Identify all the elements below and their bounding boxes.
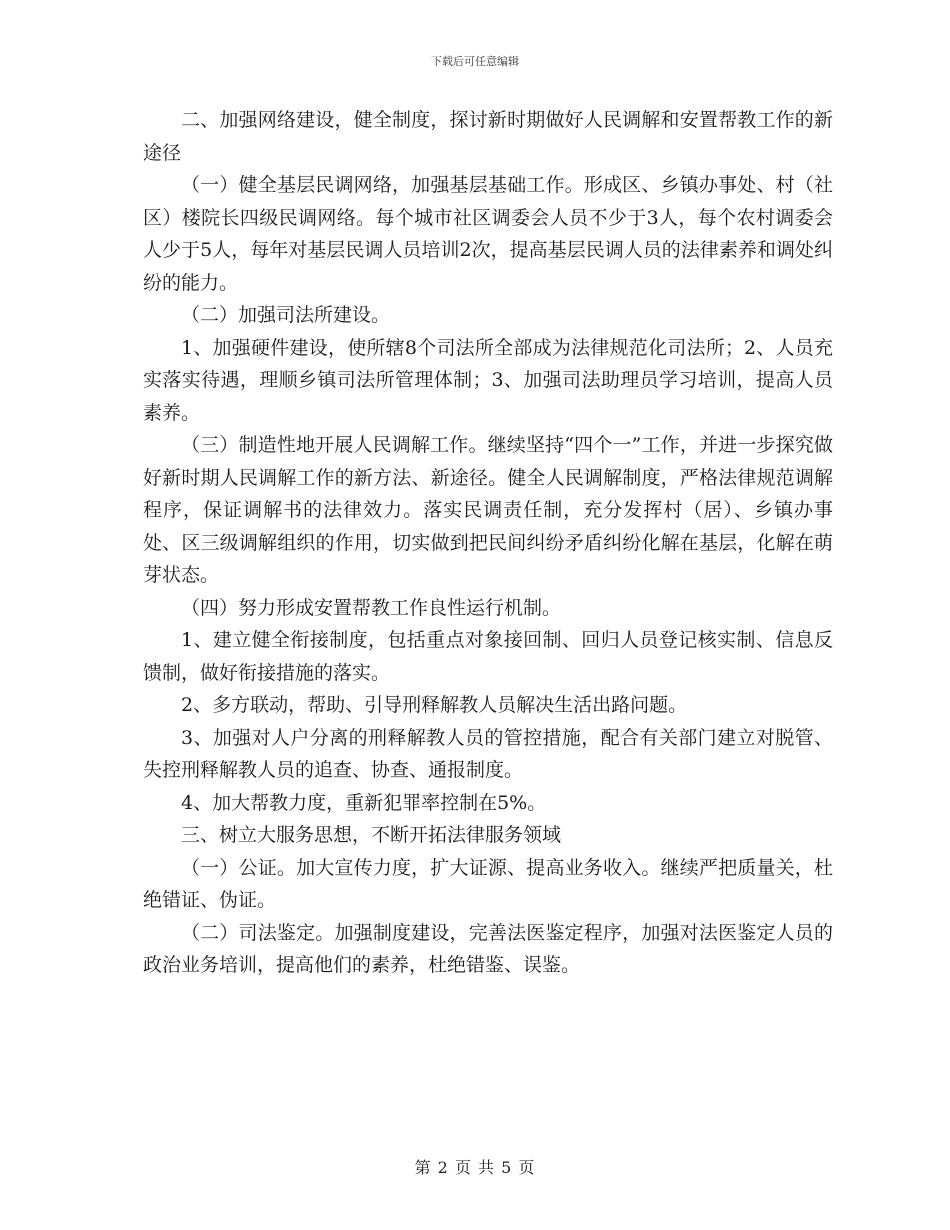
section-heading-2: 二、加强网络建设，健全制度，探讨新时期做好人民调解和安置帮教工作的新途径 xyxy=(143,109,833,164)
subsection-heading: （四）努力形成安置帮教工作良性运行机制。 xyxy=(181,596,562,619)
section-heading-3: 三、树立大服务思想，不断开拓法律服务领域 xyxy=(181,824,562,846)
paragraph: （二）司法鉴定。加强制度建设，完善法医鉴定程序，加强对法医鉴定人员的政治业务培训，提高他们的素养，杜绝错鉴、误鉴。 xyxy=(143,921,833,976)
list-item: 3、加强对人户分离的刑释解教人员的管控措施，配合有关部门建立对脱管、失控刑释解教人员的追查、协查、通报制度。 xyxy=(143,726,833,781)
subsection-heading: （二）加强司法所建设。 xyxy=(181,304,391,326)
paragraph: 1、加强硬件建设，使所辖8个司法所全部成为法律规范化司法所；2、人员充实落实待遇，理顺乡镇司法所管理体制；3、加强司法助理员学习培训，提高人员素养。 xyxy=(143,336,833,424)
list-item: 4、加大帮教力度，重新犯罪率控制在5%。 xyxy=(181,791,547,814)
list-item: 1、建立健全衔接制度，包括重点对象接回制、回归人员登记核实制、信息反馈制，做好衔接措施的落实。 xyxy=(143,629,833,684)
paragraph: （一）健全基层民调网络，加强基层基础工作。形成区、乡镇办事处、村（社区）楼院长四级民调网络。每个城市社区调委会人员不少于3人，每个农村调委会人少于5人，每年对基层民调人员培训2次，提高基层民调人员的法律素养和调处纠纷的能力。 xyxy=(143,174,833,294)
paragraph: （三）制造性地开展人民调解工作。继续坚持“四个一”工作，并进一步探究做好新时期人民调解工作的新方法、新途径。健全人民调解制度，严格法律规范调解程序，保证调解书的法律效力。落实民调责任制，充分发挥村（居）、乡镇办事处、区三级调解组织的作用，切实做到把民间纠纷矛盾纠纷化解在基层，化解在萌芽状态。 xyxy=(143,434,833,586)
page-header: 下载后可任意编辑 xyxy=(431,55,519,68)
paragraph: （一）公证。加大宣传力度，扩大证源、提高业务收入。继续严把质量关，杜绝错证、伪证。 xyxy=(143,856,833,911)
list-item: 2、多方联动，帮助、引导刑释解教人员解决生活出路问题。 xyxy=(181,694,688,716)
document-body xyxy=(143,104,833,982)
page-number-footer: 第 2 页 共 5 页 xyxy=(414,1158,536,1177)
